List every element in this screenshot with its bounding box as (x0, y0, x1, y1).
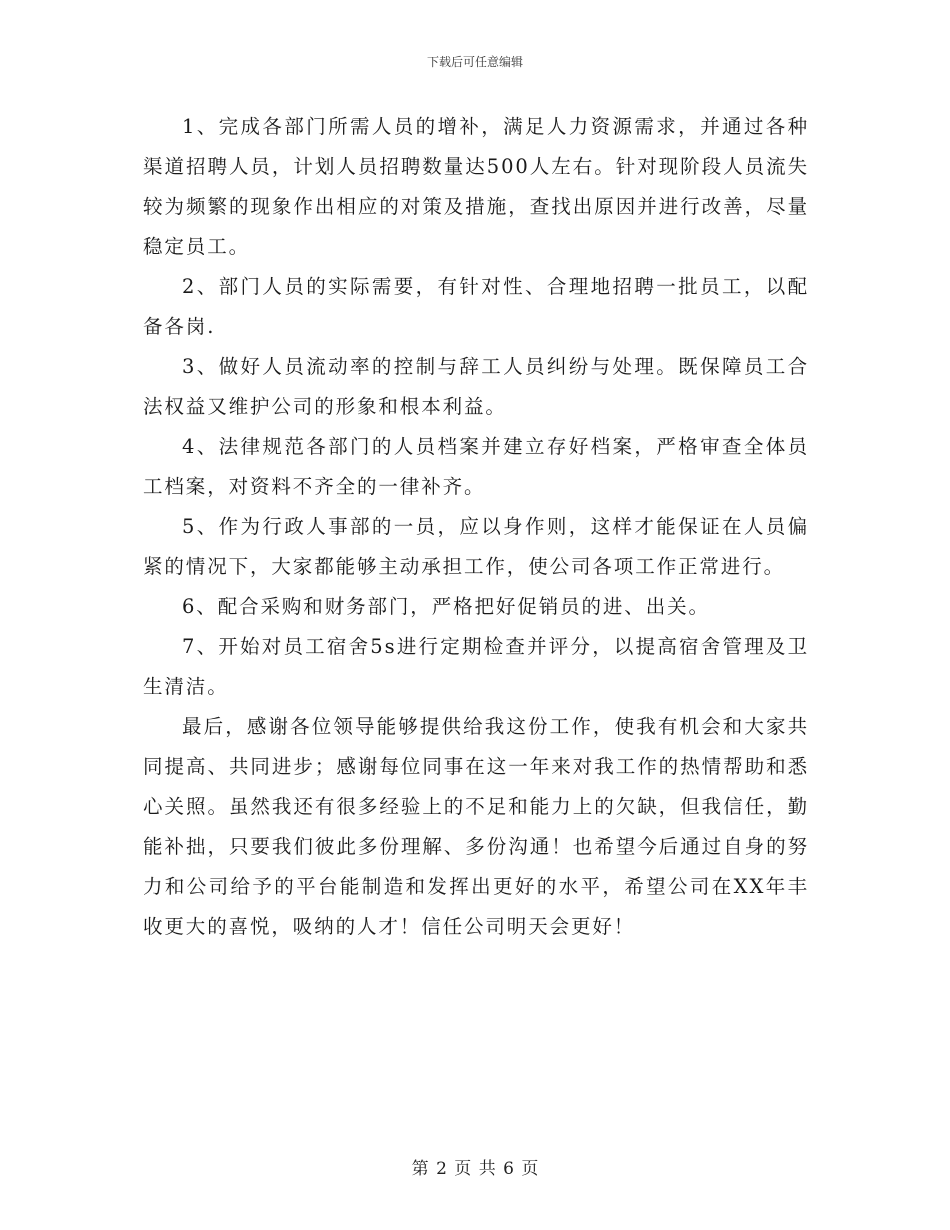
paragraph-item-4: 4、法律规范各部门的人员档案并建立存好档案，严格审查全体员工档案，对资料不齐全的一律补齐。 (143, 435, 809, 498)
page-number-footer: 第 2 页 共 6 页 (411, 1159, 539, 1179)
paragraph-item-6: 6、配合采购和财务部门，严格把好促销员的进、出关。 (182, 595, 710, 618)
page-header: 下载后可任意编辑 (426, 55, 523, 69)
document-body (143, 107, 809, 947)
paragraph-item-2: 2、部门人员的实际需要，有针对性、合理地招聘一批员工，以配备各岗. (143, 275, 809, 338)
paragraph-item-3: 3、做好人员流动率的控制与辞工人员纠纷与处理。既保障员工合法权益又维护公司的形象和根本利益。 (143, 355, 809, 418)
closing-paragraph: 最后，感谢各位领导能够提供给我这份工作，使我有机会和大家共同提高、共同进步；感谢每位同事在这一年来对我工作的热情帮助和悉心关照。虽然我还有很多经验上的不足和能力上的欠缺，但我信任，勤能补拙，只要我们彼此多份理解、多份沟通！也希望今后通过自身的努力和公司给予的平台能制造和发挥出更好的水平，希望公司在XX年丰收更大的喜悦，吸纳的人才！信任公司明天会更好！ (143, 715, 809, 938)
paragraph-item-5: 5、作为行政人事部的一员，应以身作则，这样才能保证在人员偏紧的情况下，大家都能够主动承担工作，使公司各项工作正常进行。 (143, 515, 809, 578)
paragraph-item-1: 1、完成各部门所需人员的增补，满足人力资源需求，并通过各种渠道招聘人员，计划人员招聘数量达500人左右。针对现阶段人员流失较为频繁的现象作出相应的对策及措施，查找出原因并进行改善，尽量稳定员工。 (143, 115, 809, 258)
paragraph-item-7: 7、开始对员工宿舍5s进行定期检查并评分，以提高宿舍管理及卫生清洁。 (143, 635, 809, 698)
